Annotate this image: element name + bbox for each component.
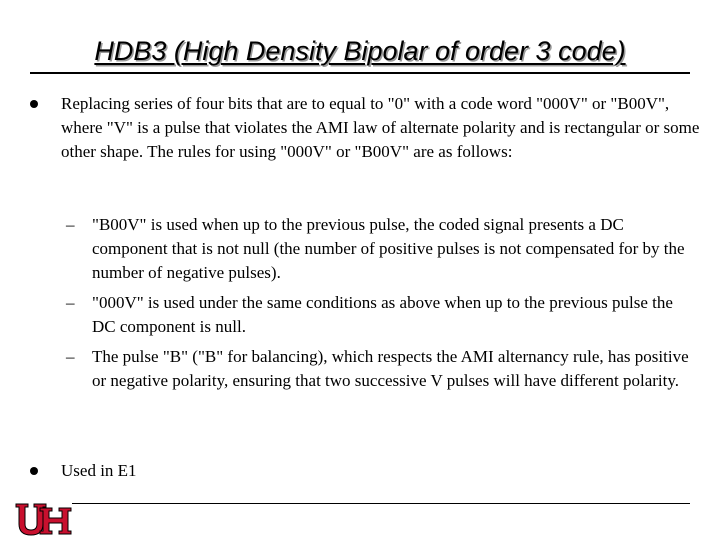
subitem-text-1: "B00V" is used when up to the previous pulse, the coded signal presents a DC component that is not null (the number of positive pulses is not compensated for by the number of negative pulses). bbox=[92, 215, 685, 282]
bullet-dot-2 bbox=[30, 467, 38, 475]
dash-marker-1: – bbox=[66, 215, 75, 234]
subitem-text-2: "000V" is used under the same conditions as above when up to the previous pulse the DC component is null. bbox=[92, 293, 673, 336]
bullet-text-1: Replacing series of four bits that are to equal to "0" with a code word "000V" or "B00V", where "V" is a pulse that violates the AMI law of alternate polarity and is rectangular or some other shape. The rules for using "000V" or "B00V" are as follows: bbox=[61, 94, 700, 161]
subitem-text-3: The pulse "B" ("B" for balancing), which respects the AMI alternancy rule, has positive or negative polarity, ensuring that two successive V pulses will have different polarity. bbox=[92, 347, 689, 390]
bullet-dot-1 bbox=[30, 100, 38, 108]
dash-marker-2: – bbox=[66, 293, 75, 312]
dash-marker-3: – bbox=[66, 347, 75, 366]
bullet-text-2: Used in E1 bbox=[61, 461, 137, 480]
footer-rule bbox=[72, 503, 690, 504]
title-underline-rule bbox=[30, 72, 690, 74]
slide-title: HDB3 (High Density Bipolar of order 3 code) bbox=[94, 36, 626, 66]
university-logo-icon bbox=[14, 500, 72, 538]
